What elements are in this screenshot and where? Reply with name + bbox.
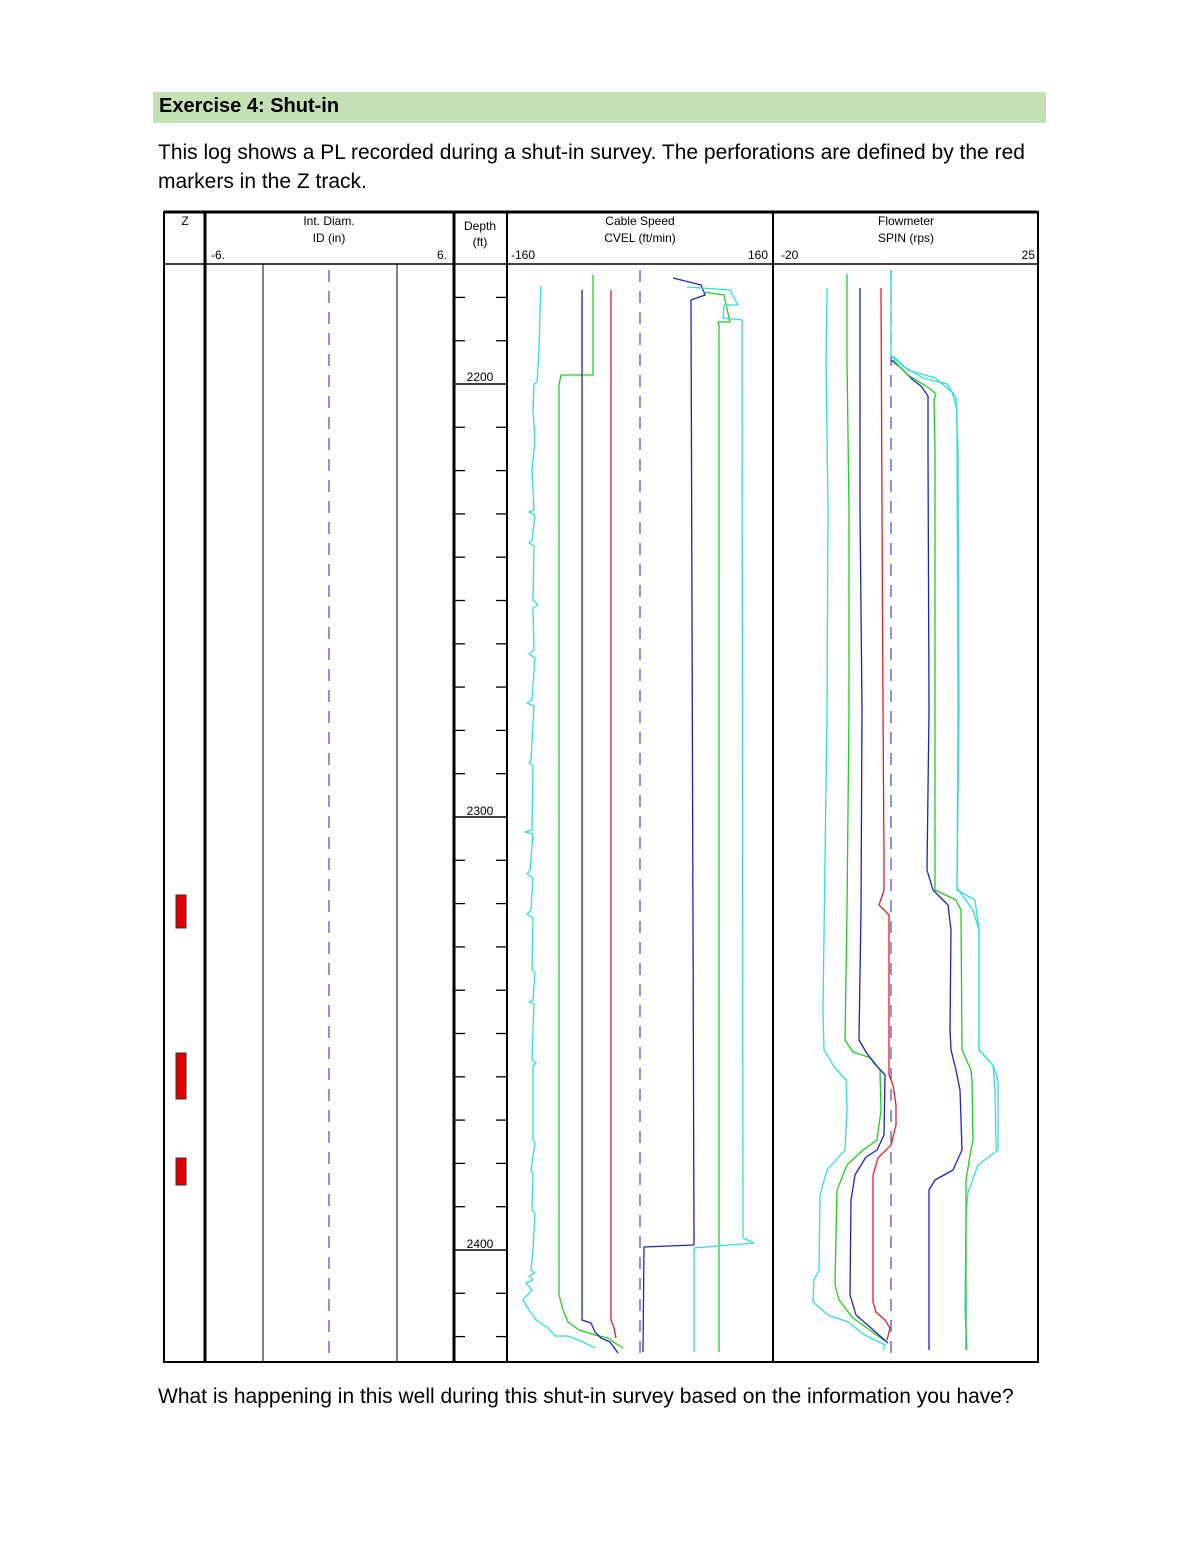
id-track-subtitle: ID (in)	[312, 231, 346, 245]
log-frame	[164, 212, 1038, 1362]
section-heading	[153, 92, 1046, 123]
depth-track-title: Depth	[463, 219, 497, 233]
spin-green-right-curve	[893, 360, 973, 1350]
cvel-green-left-curve	[559, 275, 623, 1348]
cvel-cyan-right-curve	[687, 287, 754, 1352]
production-log-chart	[163, 210, 1043, 1366]
cvel-green-right-curve	[703, 292, 730, 1352]
perforation-marker	[176, 1053, 186, 1099]
spin-red-curve	[873, 288, 896, 1340]
perforation-marker	[176, 895, 186, 928]
heading-text: Exercise 4: Shut-in	[159, 95, 340, 117]
cvel-track-title: Cable Speed	[605, 214, 675, 228]
depth-track-subtitle: (ft)	[472, 235, 488, 249]
perforation-marker	[176, 1158, 186, 1185]
spin-blue-right-curve	[891, 360, 962, 1350]
cvel-track-min: -160	[511, 248, 536, 262]
spin-track-max: 25	[1021, 248, 1035, 262]
cvel-blue-left-curve	[582, 290, 618, 1353]
z-track-title: Z	[181, 214, 189, 228]
id-track-min: -6.	[211, 248, 226, 262]
spin-track-min: -20	[781, 248, 799, 262]
cvel-blue-right-curve	[643, 278, 705, 1352]
depth-label-2200: 2200	[466, 370, 494, 384]
cvel-track-subtitle: CVEL (ft/min)	[604, 231, 676, 245]
cvel-track-max: 160	[747, 248, 768, 262]
spin-track-subtitle: SPIN (rps)	[877, 231, 935, 245]
spin-cyan-left-curve	[813, 288, 885, 1350]
intro-paragraph: This log shows a PL recorded during a shut-in survey. The perforations are defined by the red markers in the Z track.	[158, 141, 1025, 193]
spin-track-title: Flowmeter	[877, 214, 935, 228]
id-track-title: Int. Diam.	[303, 214, 355, 228]
cvel-red-curve	[611, 290, 616, 1338]
depth-label-2400: 2400	[466, 1237, 494, 1251]
question-paragraph: What is happening in this well during this shut-in survey based on the information you have?	[158, 1385, 1014, 1408]
depth-label-2300: 2300	[466, 804, 494, 818]
spin-cyan-zero-curve	[891, 270, 998, 1350]
spin-cyan-right-curve	[893, 356, 996, 1150]
id-track-max: 6.	[436, 248, 447, 262]
